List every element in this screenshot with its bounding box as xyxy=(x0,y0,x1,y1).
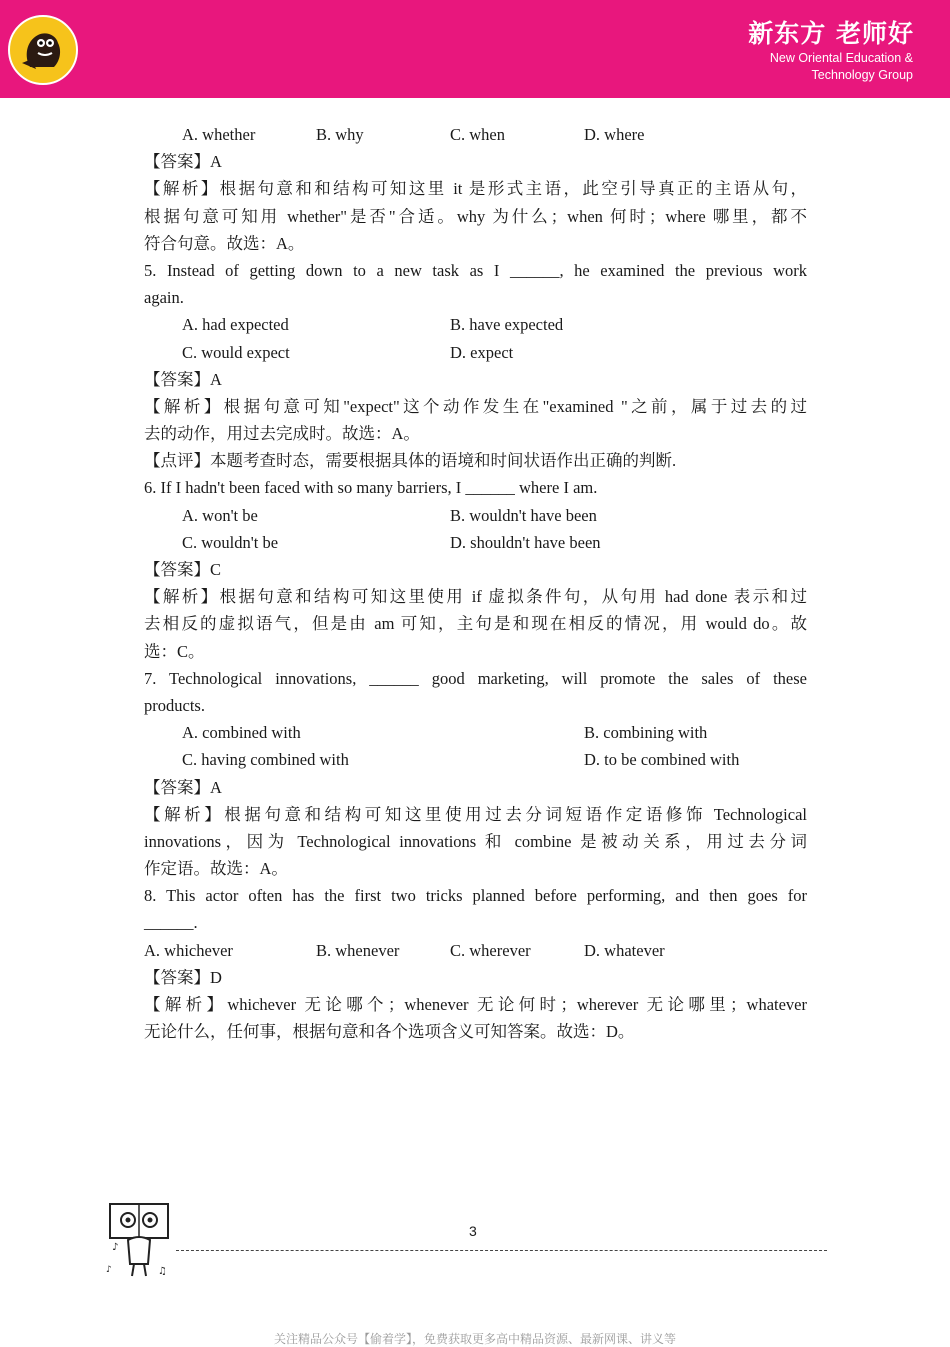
q7-option-b: B. combining with xyxy=(584,723,708,743)
q5-options-row1 xyxy=(144,311,807,338)
q8-stem: ______. xyxy=(144,913,198,933)
q7-options-row2 xyxy=(144,746,807,773)
brand-en-line-2: Technology Group xyxy=(811,68,913,82)
q4-explain-line: 符合句意。故选：A。 xyxy=(144,233,305,253)
q7-option-d: D. to be combined with xyxy=(584,750,740,770)
q8-option-d: D. whatever xyxy=(584,940,665,960)
q5-option-a: A. had expected xyxy=(182,315,289,335)
brand-en-line-1: New Oriental Education & xyxy=(769,51,913,65)
q4-options xyxy=(144,121,807,148)
q6-option-d: D. shouldn't have been xyxy=(450,532,601,552)
q5-option-b: B. have expected xyxy=(450,315,564,335)
q8-explain-line: 【解析】whichever 无论哪个；whenever 无论何时；wherever 无论哪里；whatever xyxy=(144,995,807,1014)
q6-stem: 6. If I hadn't been faced with so many barriers, I ______ where I am. xyxy=(144,478,598,498)
q6-option-b: B. wouldn't have been xyxy=(450,505,597,525)
q6-option-a: A. won't be xyxy=(182,505,258,525)
q6-answer: 【答案】C xyxy=(144,560,222,579)
q5-explain-line: 去的动作，用过去完成时。故选：A。 xyxy=(144,424,420,444)
q7-answer: 【答案】A xyxy=(144,777,222,797)
q8-options xyxy=(144,937,807,964)
q8-option-a: A. whichever xyxy=(144,940,233,960)
q4-option-b: B. why xyxy=(316,125,364,144)
q6-explain-line: 【解析】根据句意和结构可知这里使用 if 虚拟条件句，从句用 had done 表示和过 xyxy=(144,587,807,607)
q5-stem: again. xyxy=(144,288,184,308)
q8-answer: 【答案】D xyxy=(144,967,222,987)
q5-option-c: C. would expect xyxy=(182,342,290,362)
brand-name-cn: 新东方 老师好 xyxy=(748,19,914,48)
q7-option-c: C. having combined with xyxy=(182,750,349,770)
brand-name-en xyxy=(713,50,913,84)
q8-option-b: B. whenever xyxy=(316,940,400,960)
footer-note: 关注精品公众号【偷着学】，免费获取更多高中精品资源、最新网课、讲义等 xyxy=(273,1332,676,1346)
q4-explain-line: 【解析】根据句意和和结构可知这里 it 是形式主语，此空引导真正的主语从句， xyxy=(144,179,807,199)
page-number: 3 xyxy=(469,1223,477,1239)
q5-stem: 5. Instead of getting down to a new task as I ______, he examined the previous work xyxy=(144,260,807,280)
q5-comment: 【点评】本题考查时态，需要根据具体的语境和时间状语作出正确的判断. xyxy=(144,451,677,471)
q8-option-c: C. wherever xyxy=(450,940,531,960)
q7-stem: 7. Technological innovations, ______ good marketing, will promote the sales of these xyxy=(144,668,807,688)
q5-option-d: D. expect xyxy=(450,342,514,362)
q6-options-row2 xyxy=(144,529,807,556)
q5-explain-line: 【解析】根据句意可知"expect"这个动作发生在"examined "之前，属于过去的过 xyxy=(144,396,807,416)
q6-explain-line: 去相反的虚拟语气，但是由 am 可知，主句是和现在相反的情况，用 would do。故 xyxy=(144,614,807,634)
reading-owl-icon xyxy=(104,1200,174,1287)
mascot-logo-icon xyxy=(8,15,78,85)
q7-stem: products. xyxy=(144,695,205,715)
q6-option-c: C. wouldn't be xyxy=(182,532,279,552)
q7-option-a: A. combined with xyxy=(182,723,301,743)
q5-options-row2 xyxy=(144,339,807,366)
q6-explain-line: 选：C。 xyxy=(144,641,205,661)
document-body xyxy=(144,121,807,1045)
q7-explain-line: innovations，因为 Technological innovations 和 combine 是被动关系，用过去分词 xyxy=(144,831,807,851)
q7-explain-line: 【解析】根据句意和结构可知这里使用过去分词短语作定语修饰 Technological xyxy=(144,804,807,824)
q4-option-a: A. whether xyxy=(182,125,256,144)
page-header xyxy=(0,0,950,98)
q5-answer: 【答案】A xyxy=(144,369,222,389)
footer-divider xyxy=(176,1250,827,1251)
q4-answer: 【答案】A xyxy=(144,152,222,172)
q6-options-row1 xyxy=(144,502,807,529)
q7-explain-line: 作定语。故选：A。 xyxy=(144,859,288,879)
q4-option-c: C. when xyxy=(450,125,505,144)
svg-text:♪: ♪ xyxy=(106,1265,112,1275)
svg-text:♫: ♫ xyxy=(158,1266,167,1277)
q7-options-row1 xyxy=(144,719,807,746)
q4-option-d: D. where xyxy=(584,125,645,144)
svg-text:♪: ♪ xyxy=(112,1242,119,1253)
q8-explain-line: 无论什么，任何事，根据句意和各个选项含义可知答案。故选：D。 xyxy=(144,1022,635,1042)
q4-explain-line: 根据句意可知用 whether"是否"合适。why 为什么；when 何时；where 哪里，都不 xyxy=(144,206,807,226)
q8-stem: 8. This actor often has the first two tricks planned before performing, and then goes for xyxy=(144,886,807,906)
